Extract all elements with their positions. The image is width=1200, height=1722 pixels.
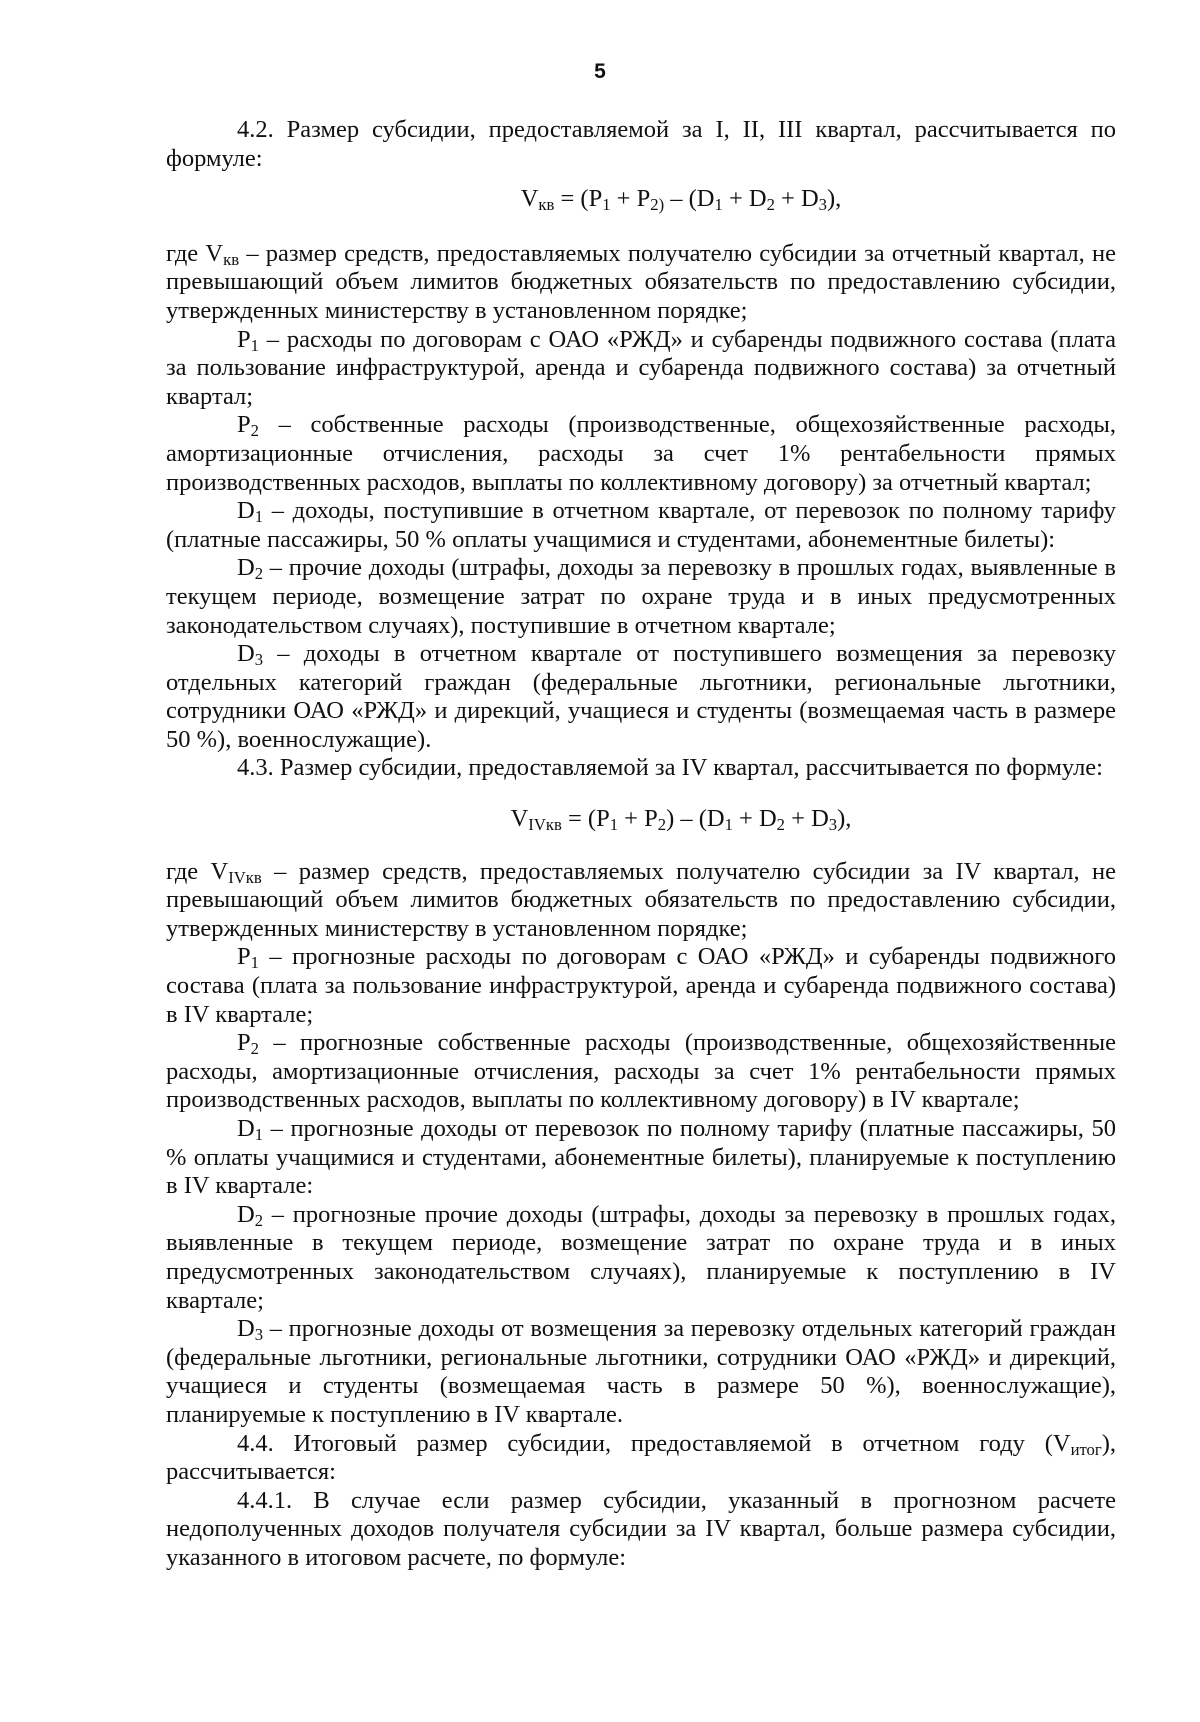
definition-iv-p1: $P_1$ – прогнозные расходы по договорам с ОАО «РЖД» и субаренды подвижного состава (плата за пользование инфраструктурой, аренда и субаренда подвижного состава) в IV квартале; [166,943,1116,1028]
definition-d2: $D_2$ – прочие доходы (штрафы, доходы за перевозку в прошлых годах, выявленные в текущем периоде, возмещение затрат по охране труда и в иных предусмотренных законодательством случаях), поступившие в отчетном квартале; [166,554,1116,639]
section-4-4: 4.4. Итоговый размер субсидии, предоставляемой в отчетном году $(V_{итог})$, рассчитывается: [166,1429,1116,1486]
definition-iv-p2: $P_2$ – прогнозные собственные расходы (производственные, общехозяйственные расходы, амортизационные отчисления, расходы за счет 1% рентабельности прямых производственных расходов, выплаты по коллективному договору) в IV квартале; [166,1029,1116,1114]
formula-fourth-quarter: $V_{IVкв} = (P_1 + P_2) - (D_1 + D_2 + D_3)$, [510,805,852,835]
definition-d3: $D_3$ – доходы в отчетном квартале от поступившего возмещения за перевозку отдельных категорий граждан (федеральные льготники, региональные льготники, сотрудники ОАО «РЖД» и дирекций, учащиеся и студенты (возмещаемая часть в размере 50 %), военнослужащие). [166,640,1116,753]
definition-d1: $D_1$ – доходы, поступившие в отчетном квартале, от перевозок по полному тарифу (платные пассажиры, 50 % оплаты учащимися и студентами, абонементные билеты): [166,497,1116,553]
page-number: 5 [594,60,606,83]
definition-p1: $P_1$ – расходы по договорам с ОАО «РЖД» и субаренды подвижного состава (плата за пользование инфраструктурой, аренда и субаренда подвижного состава) за отчетный квартал; [166,325,1116,410]
definition-iv-d1: $D_1$ – прогнозные доходы от перевозок по полному тарифу (платные пассажиры, 50 % оплаты учащимися и студентами, абонементные билеты), планируемые к поступлению в IV квартале: [166,1115,1116,1200]
section-4-3-intro: 4.3. Размер субсидии, предоставляемой за IV квартал, рассчитывается по формуле: [237,754,1103,782]
definition-v-iv-quarter: где $V_{IVкв}$ – размер средств, предоставляемых получателю субсидии за IV квартал, не превышающий объем лимитов бюджетных обязательств по предоставлению субсидии, утвержденных министерству в установленном порядке; [166,857,1116,942]
definition-iv-d2: $D_2$ – прогнозные прочие доходы (штрафы, доходы за перевозку в прошлых годах, выявленные в текущем периоде, возмещение затрат по охране труда и в иных предусмотренных законодательством случаях), планируемые к поступлению в IV квартале; [166,1200,1116,1314]
definition-iv-d3: $D_3$ – прогнозные доходы от возмещения за перевозку отдельных категорий граждан (федеральные льготники, региональные льготники, сотрудники ОАО «РЖД» и дирекций, учащиеся и студенты (возмещаемая часть в размере 50 %), военнослужащие), планируемые к поступлению в IV квартале. [166,1315,1116,1428]
section-4-4-1: 4.4.1. В случае если размер субсидии, указанный в прогнозном расчете недополученных доходов получателя субсидии за IV квартал, больше размера субсидии, указанного в итоговом расчете, по формуле: [166,1486,1116,1571]
section-4-2-intro: 4.2. Размер субсидии, предоставляемой за I, II, III квартал, рассчитывается по формуле: [166,116,1116,172]
formula-quarterly: $V_{кв} = (P_1 + P_{2)} - (D_1 + D_2 + D_3)$, [520,185,842,215]
document-body [166,116,1116,1573]
definition-v-quarter: где $V_{кв}$ – размер средств, предоставляемых получателю субсидии за отчетный квартал, не превышающий объем лимитов бюджетных обязательств по предоставлению субсидии, утвержденных министерству в установленном порядке; [166,239,1116,324]
definition-p2: $P_2$ – собственные расходы (производственные, общехозяйственные расходы, амортизационные отчисления, расходы за счет 1% рентабельности прямых производственных расходов, выплаты по коллективному договору) за отчетный квартал; [166,411,1116,496]
